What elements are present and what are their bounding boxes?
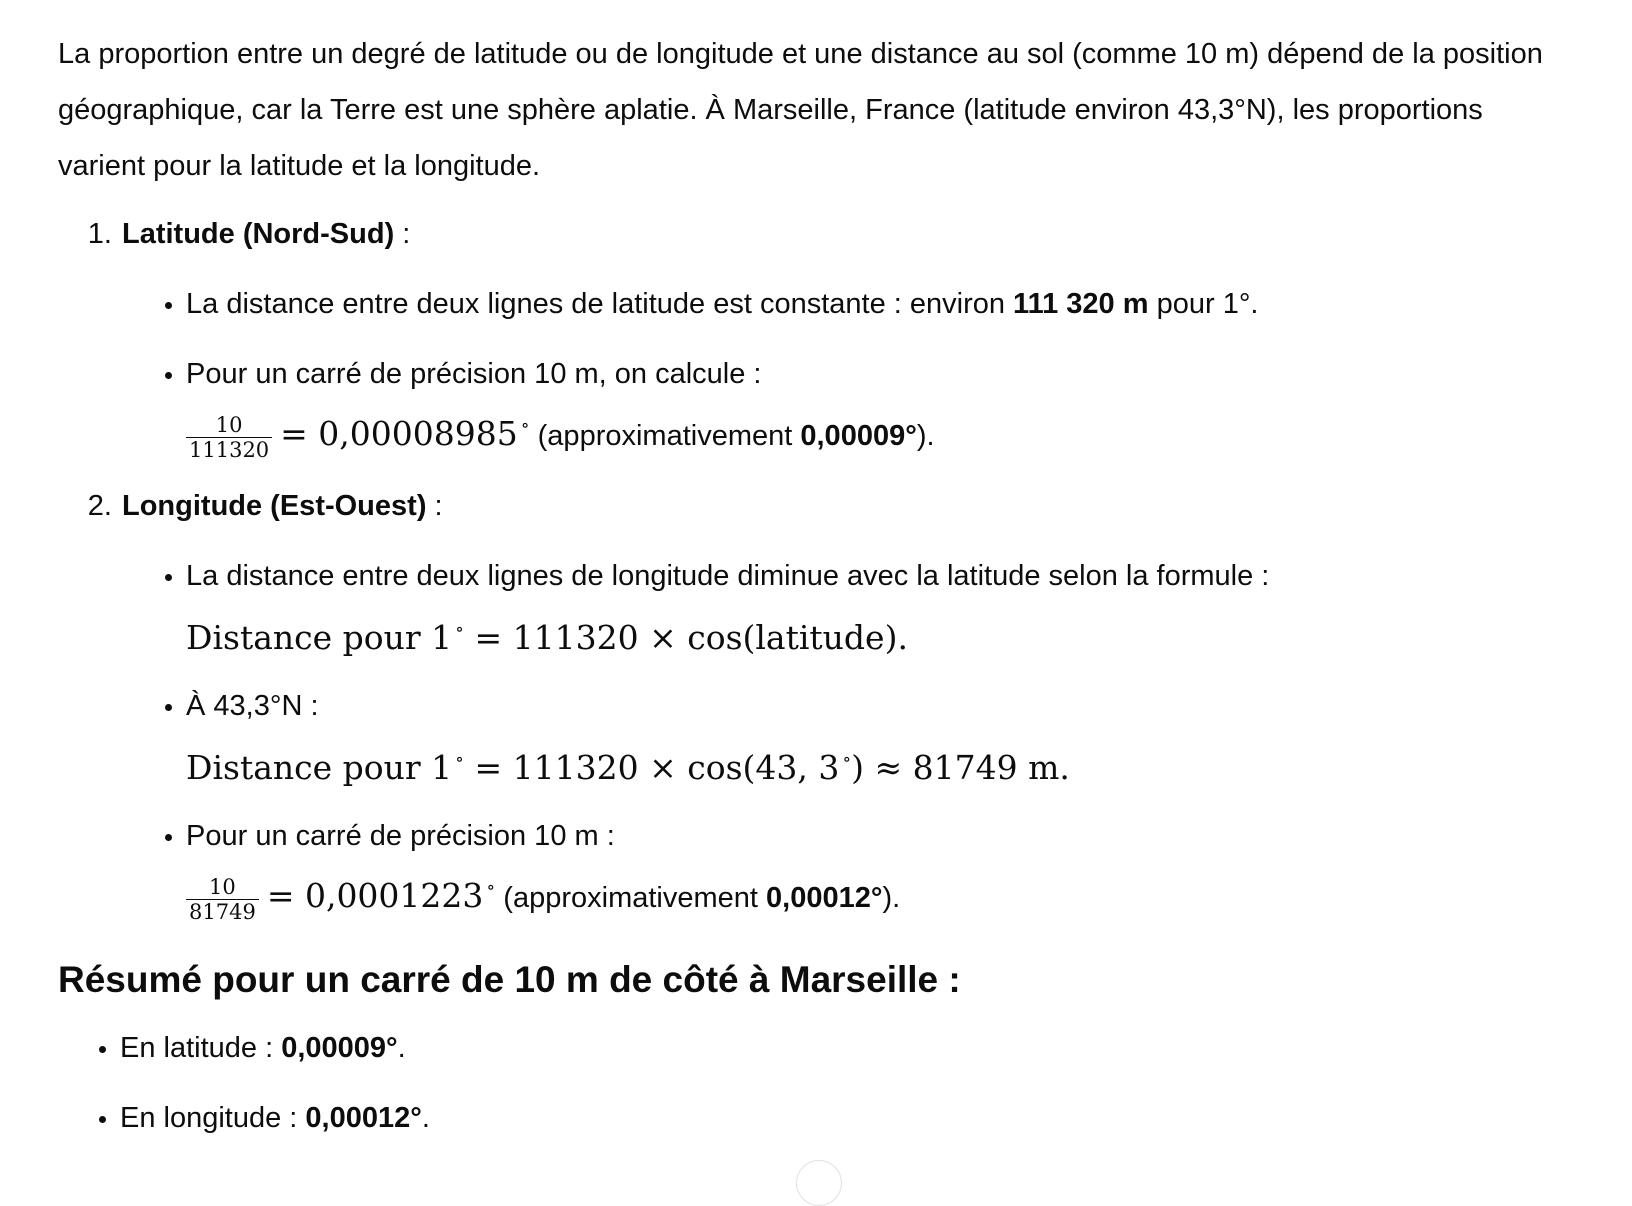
longitude-approx-suffix: ). [882, 882, 901, 914]
latitude-approx-value: 0,00009° [800, 420, 917, 452]
intro-paragraph: La proportion entre un degré de latitude ou de longitude et une distance au sol (comme 10 m) dépend de la position géographique, car la Terre est une sphère aplatie. À Marseille, France (latitude environ 43,3°N), les proportions varient pour la latitude et la longitude. [58, 38, 1543, 182]
longitude-bullet2-text: À 43,3°N : [186, 690, 319, 722]
numbered-list [58, 206, 1558, 926]
longitude-approx-prefix: (approximativement [495, 882, 767, 914]
longitude-formula-marseille [186, 734, 1558, 794]
degree-symbol: ∘ [842, 749, 852, 770]
longitude-approx-value: 0,00012° [766, 882, 883, 914]
longitude-title-suffix: : [426, 490, 443, 522]
longitude-item [120, 478, 1558, 926]
summary-longitude-suffix: . [421, 1102, 430, 1134]
summary-longitude-label: En longitude : [120, 1102, 306, 1134]
longitude-bullet-precision [186, 808, 1558, 926]
summary-list [58, 1020, 1558, 1146]
longitude-bullet1-text: La distance entre deux lignes de longitude diminue avec la latitude selon la formule : [186, 560, 1270, 592]
longitude-bullets [122, 548, 1558, 926]
longitude-bullet-formula [186, 548, 1558, 664]
formula1-suffix: = 111320 × cos(latitude). [463, 618, 908, 657]
degree-symbol: ∘ [455, 749, 464, 770]
summary-latitude-value: 0,00009° [281, 1032, 398, 1064]
latitude-bullet1-suffix: pour 1°. [1148, 288, 1259, 320]
longitude-result [267, 864, 495, 920]
longitude-fraction [186, 875, 259, 924]
latitude-distance-value: 111 320 m [1013, 288, 1149, 320]
degree-symbol: ∘ [455, 619, 464, 640]
latitude-bullet1-text: La distance entre deux lignes de latitude est constante : environ [186, 288, 1014, 320]
latitude-result [280, 402, 529, 458]
latitude-fraction-numerator: 10 [215, 412, 243, 437]
formula2-middle: = 111320 × cos(43, 3 [463, 748, 840, 787]
summary-longitude [120, 1090, 1558, 1146]
summary-longitude-value: 0,00012° [305, 1102, 422, 1134]
summary-heading: Résumé pour un carré de 10 m de côté à Marseille : [58, 959, 961, 1000]
message-content [58, 26, 1558, 1160]
longitude-title: Longitude (Est-Ouest) [122, 490, 427, 522]
latitude-result-value: = 0,00008985 [280, 414, 518, 453]
latitude-bullet2-text: Pour un carré de précision 10 m, on calcule : [186, 358, 762, 390]
scroll-to-bottom-button[interactable] [796, 1160, 842, 1206]
latitude-fraction-denominator: 111320 [186, 437, 272, 462]
formula2-prefix: Distance pour 1 [186, 748, 453, 787]
longitude-formula-general [186, 604, 1558, 664]
latitude-title: Latitude (Nord-Sud) [122, 218, 395, 250]
latitude-title-suffix: : [394, 218, 411, 250]
summary-latitude [120, 1020, 1558, 1076]
latitude-bullet-constant [186, 276, 1558, 332]
latitude-bullet-precision [186, 346, 1558, 464]
formula1-prefix: Distance pour 1 [186, 618, 453, 657]
latitude-bullets [122, 276, 1558, 464]
summary-latitude-suffix: . [397, 1032, 406, 1064]
latitude-approx-prefix: (approximativement [529, 420, 801, 452]
degree-symbol: ∘ [520, 415, 530, 436]
formula2-suffix: ) ≈ 81749 m. [851, 748, 1070, 787]
longitude-result-value: = 0,0001223 [266, 876, 484, 915]
degree-symbol: ∘ [486, 877, 496, 898]
longitude-fraction-numerator: 10 [209, 874, 236, 899]
latitude-approx-suffix: ). [916, 420, 935, 452]
longitude-bullet-marseille [186, 678, 1558, 794]
longitude-fraction-denominator: 81749 [186, 899, 259, 924]
latitude-fraction [186, 413, 272, 462]
summary-latitude-label: En latitude : [120, 1032, 282, 1064]
latitude-item [120, 206, 1558, 464]
longitude-bullet3-text: Pour un carré de précision 10 m : [186, 820, 615, 852]
